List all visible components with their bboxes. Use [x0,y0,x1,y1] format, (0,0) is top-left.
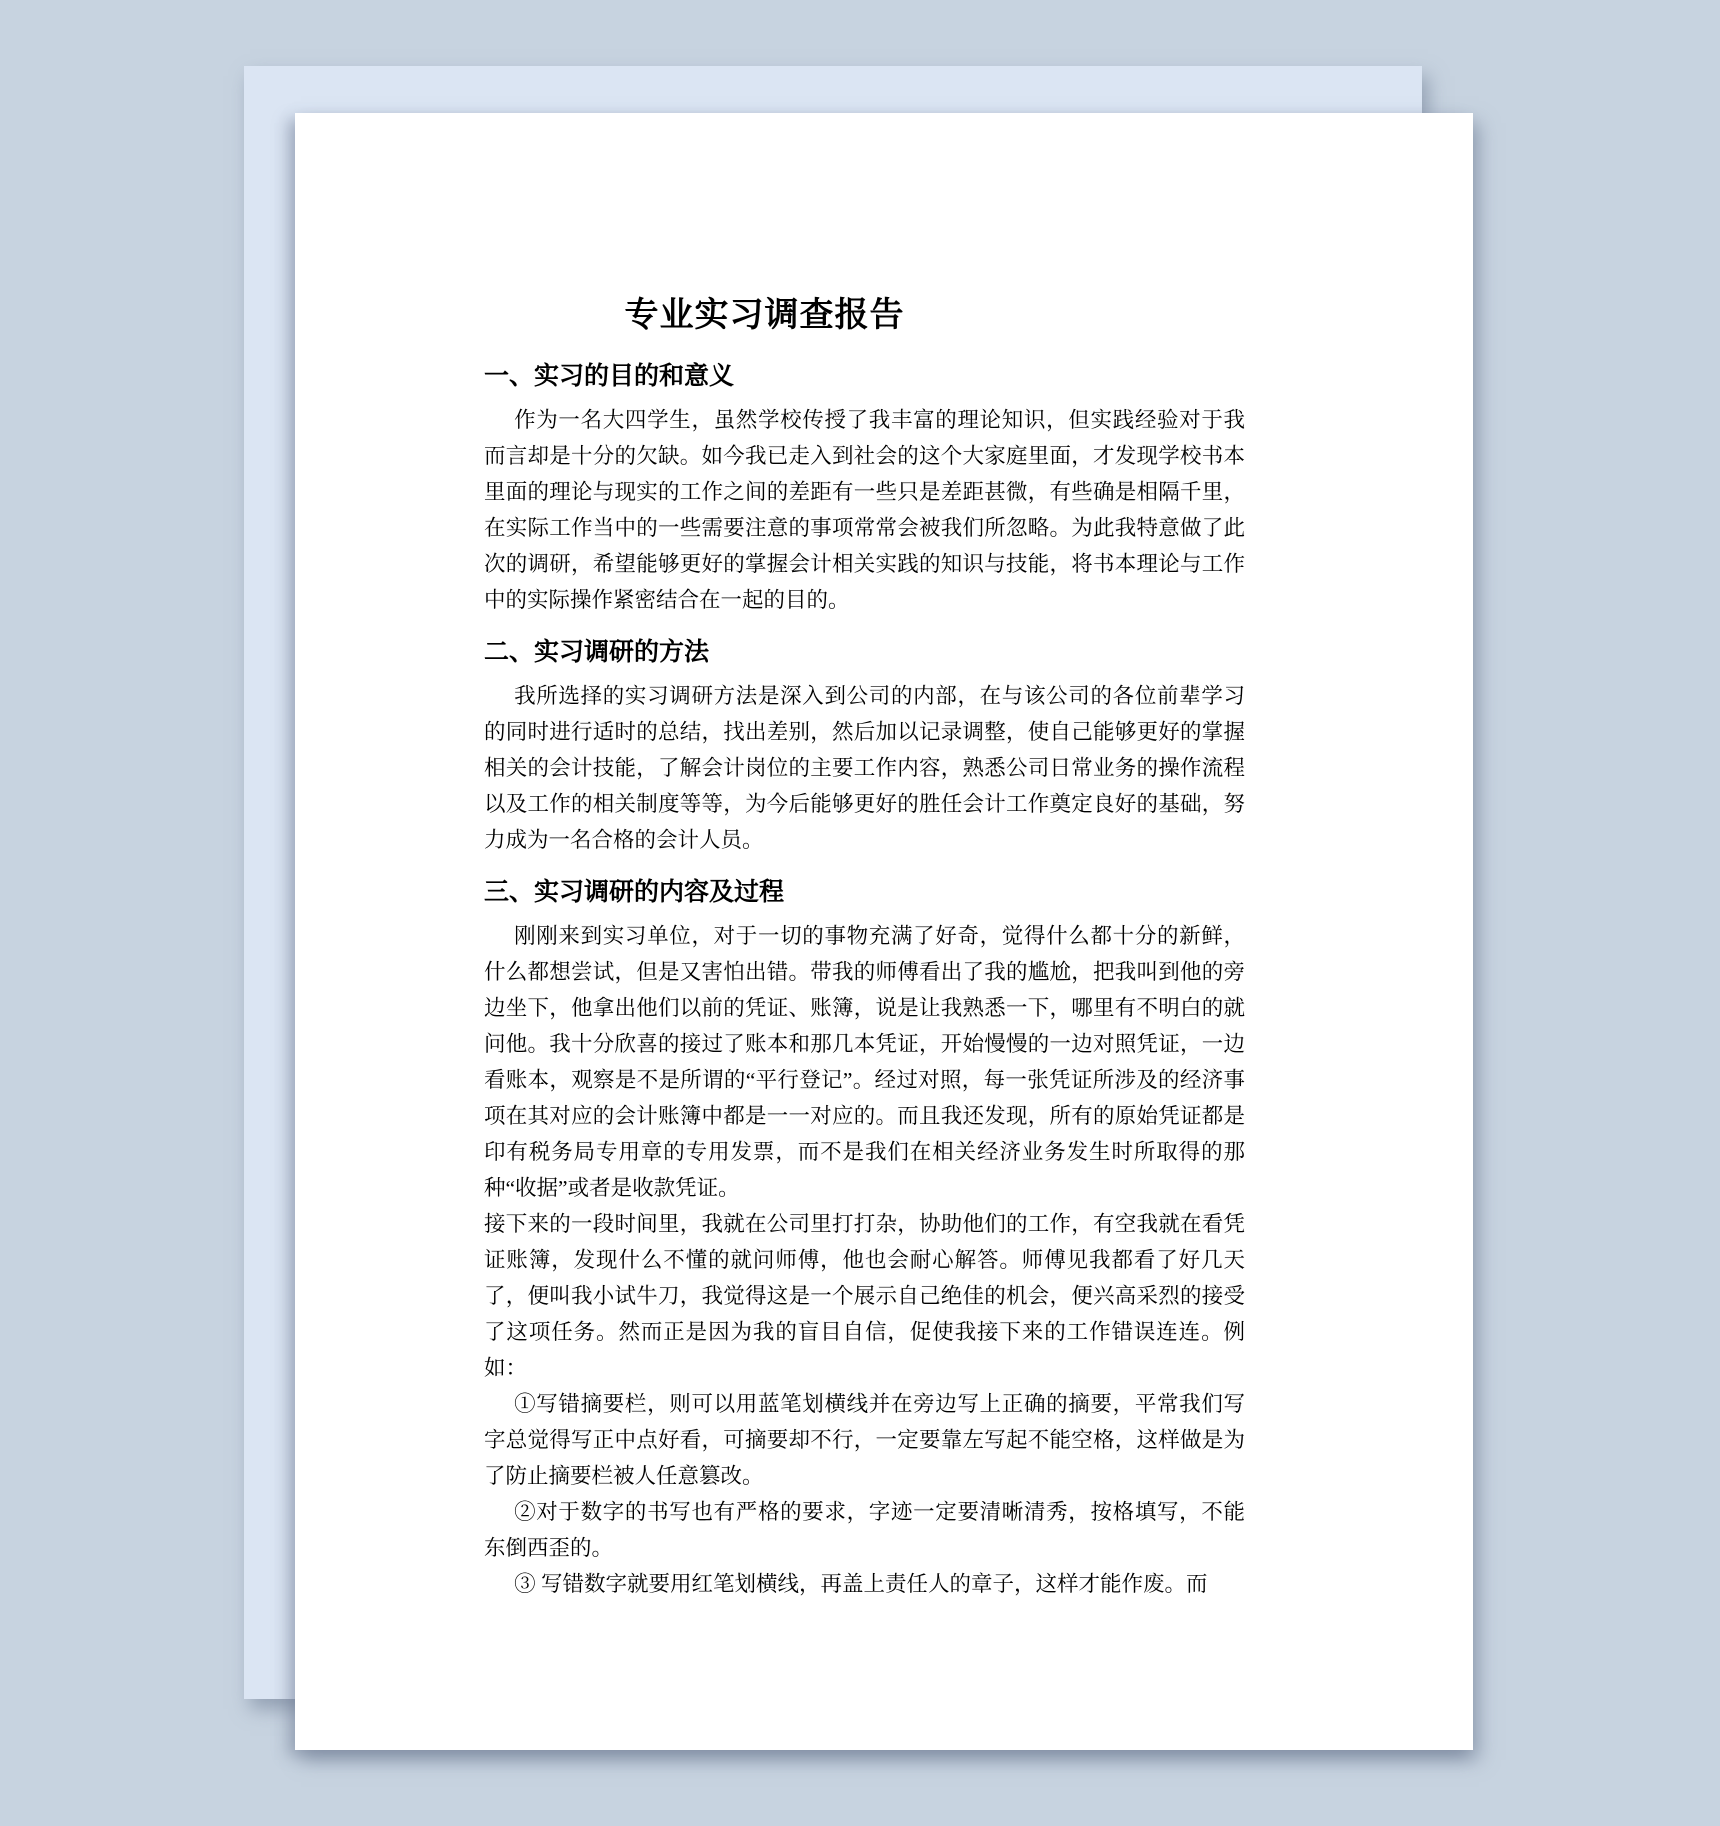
section-heading-2: 二、实习调研的方法 [484,639,710,666]
paragraph: 我所选择的实习调研方法是深入到公司的内部，在与该公司的各位前辈学习的同时进行适时的总结，找出差别，然后加以记录调整，使自己能够更好的掌握相关的会计技能，了解会计岗位的主要工作内容，熟悉公司日常业务的操作流程以及工作的相关制度等等，为今后能够更好的胜任会计工作奠定良好的基础，努力成为一名合格的会计人员。 [484,684,1245,852]
paragraph: ②对于数字的书写也有严格的要求，字迹一定要清晰清秀，按格填写，不能东倒西歪的。 [484,1500,1245,1560]
document-content [484,113,1245,1602]
paragraph: ③ 写错数字就要用红笔划横线，再盖上责任人的章子，这样才能作废。而 [514,1572,1208,1596]
paragraph: ①写错摘要栏，则可以用蓝笔划横线并在旁边写上正确的摘要，平常我们写字总觉得写正中点好看，可摘要却不行，一定要靠左写起不能空格，这样做是为了防止摘要栏被人任意篡改。 [484,1392,1245,1488]
section-heading-1: 一、实习的目的和意义 [484,363,735,390]
paragraph: 作为一名大四学生，虽然学校传授了我丰富的理论知识，但实践经验对于我而言却是十分的欠缺。如今我已走入到社会的这个大家庭里面，才发现学校书本里面的理论与现实的工作之间的差距有一些只是差距甚微，有些确是相隔千里，在实际工作当中的一些需要注意的事项常常会被我们所忽略。为此我特意做了此次的调研，希望能够更好的掌握会计相关实践的知识与技能，将书本理论与工作中的实际操作紧密结合在一起的目的。 [484,408,1245,612]
paragraph: 刚刚来到实习单位，对于一切的事物充满了好奇，觉得什么都十分的新鲜，什么都想尝试，但是又害怕出错。带我的师傅看出了我的尴尬，把我叫到他的旁边坐下，他拿出他们以前的凭证、账簿，说是让我熟悉一下，哪里有不明白的就问他。我十分欣喜的接过了账本和那几本凭证，开始慢慢的一边对照凭证，一边看账本，观察是不是所谓的“平行登记”。经过对照，每一张凭证所涉及的经济事项在其对应的会计账簿中都是一一对应的。而且我还发现，所有的原始凭证都是印有税务局专用章的专用发票，而不是我们在相关经济业务发生时所取得的那种“收据”或者是收款凭证。 [484,924,1245,1200]
document-sections [484,360,1245,1602]
section-heading-3: 三、实习调研的内容及过程 [484,879,785,906]
paragraph: 接下来的一段时间里，我就在公司里打打杂，协助他们的工作，有空我就在看凭证账簿，发现什么不懂的就问师傅，他也会耐心解答。师傅见我都看了好几天了，便叫我小试牛刀，我觉得这是一个展示自己绝佳的机会，便兴高采烈的接受了这项任务。然而正是因为我的盲目自信，促使我接下来的工作错误连连。例如： [484,1212,1245,1380]
document-title: 专业实习调查报告 [624,295,905,335]
document-page [295,113,1473,1750]
